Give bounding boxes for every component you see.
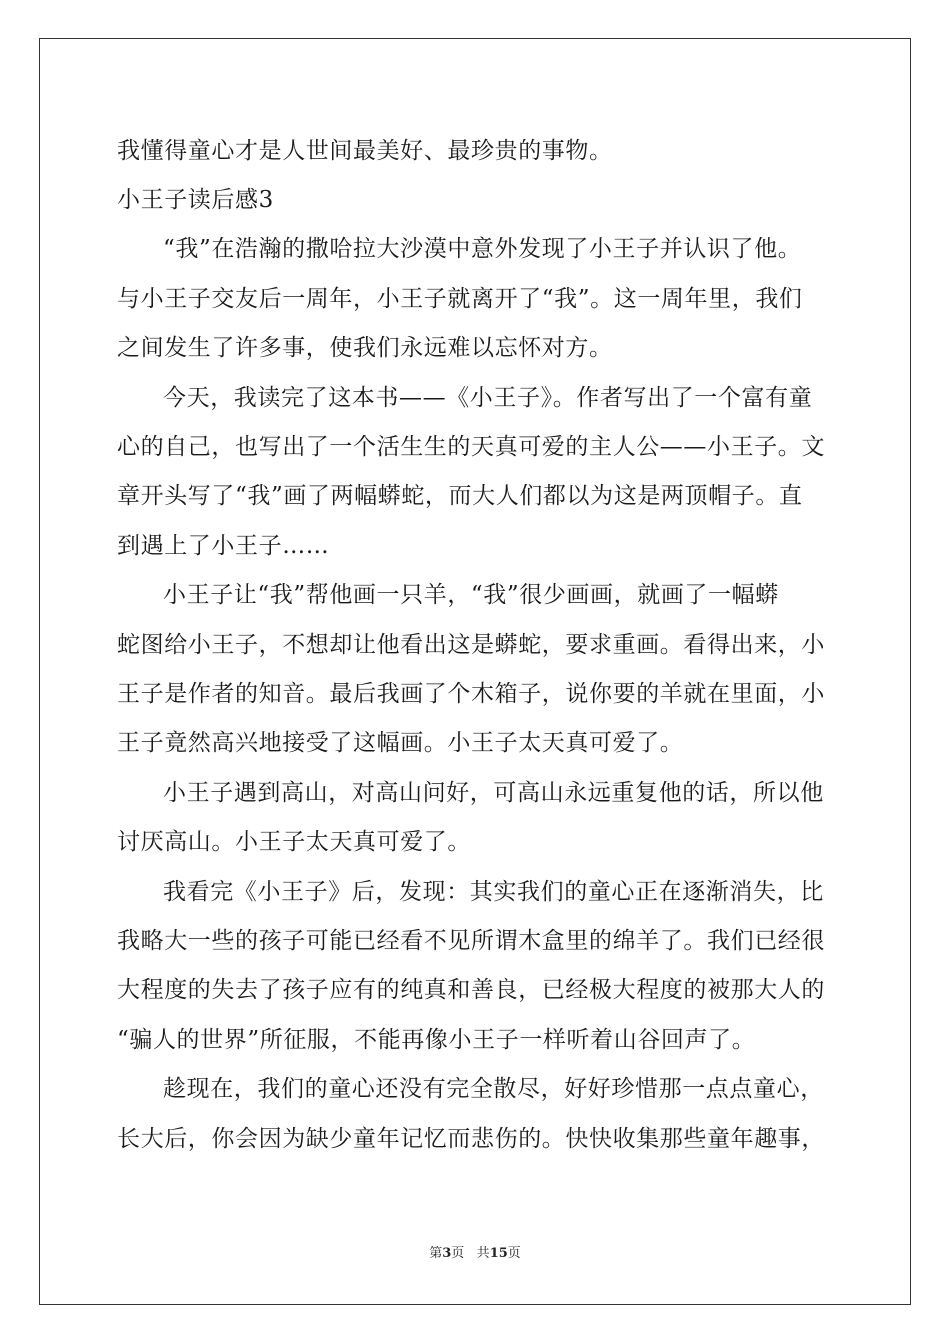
- text-line: 王子竟然高兴地接受了这幅画。小王子太天真可爱了。: [117, 730, 684, 756]
- text-line: 趁现在，我们的童心还没有完全散尽，好好珍惜那一点点童心，: [163, 1076, 824, 1102]
- text-line: 蛇图给小王子，不想却让他看出这是蟒蛇，要求重画。看得出来，小: [117, 632, 825, 658]
- footer-page-suffix: 页: [451, 1246, 465, 1261]
- text-line: 王子是作者的知音。最后我画了个木箱子，说你要的羊就在里面，小: [117, 681, 825, 707]
- text-line: 讨厌高山。小王子太天真可爱了。: [117, 829, 471, 855]
- page-footer: [0, 1246, 950, 1262]
- text-line: 我看完《小王子》后，发现：其实我们的童心正在逐渐消失，比: [163, 879, 824, 905]
- text-line: 章开头写了“我”画了两幅蟒蛇，而大人们都以为这是两顶帽子。直: [117, 483, 803, 509]
- footer-total-prefix: 共: [476, 1246, 490, 1261]
- text-line: 大程度的失去了孩子应有的纯真和善良，已经极大程度的被那大人的: [117, 977, 825, 1003]
- text-line: “骗人的世界”所征服，不能再像小王子一样听着山谷回声了。: [117, 1027, 756, 1053]
- page-border: [39, 38, 911, 1305]
- footer-total-suffix: 页: [507, 1246, 521, 1261]
- text-line: 小王子让“我”帮他画一只羊，“我”很少画画，就画了一幅蟒: [163, 582, 779, 608]
- text-line: 我懂得童心才是人世间最美好、最珍贵的事物。: [117, 138, 613, 164]
- text-line: 心的自己，也写出了一个活生生的天真可爱的主人公——小王子。文: [117, 434, 825, 460]
- text-line: “我”在浩瀚的撒哈拉大沙漠中意外发现了小王子并认识了他。: [163, 236, 802, 262]
- footer-total-pages: 15: [489, 1246, 508, 1261]
- text-line: 长大后，你会因为缺少童年记忆而悲伤的。快快收集那些童年趣事，: [117, 1126, 825, 1152]
- text-line: 今天，我读完了这本书——《小王子》。作者写出了一个富有童: [163, 385, 813, 411]
- footer-page-prefix: 第: [429, 1246, 443, 1261]
- text-line: 与小王子交友后一周年，小王子就离开了“我”。这一周年里，我们: [117, 286, 803, 312]
- text-line: 到遇上了小王子……: [117, 533, 330, 559]
- footer-page-number: 3: [442, 1246, 452, 1261]
- text-line: 小王子遇到高山，对高山问好，可高山永远重复他的话，所以他: [163, 780, 824, 806]
- text-line: 我略大一些的孩子可能已经看不见所谓木盒里的绵羊了。我们已经很: [117, 928, 825, 954]
- text-line: 之间发生了许多事，使我们永远难以忘怀对方。: [117, 335, 613, 361]
- section-heading: 小王子读后感3: [117, 187, 274, 213]
